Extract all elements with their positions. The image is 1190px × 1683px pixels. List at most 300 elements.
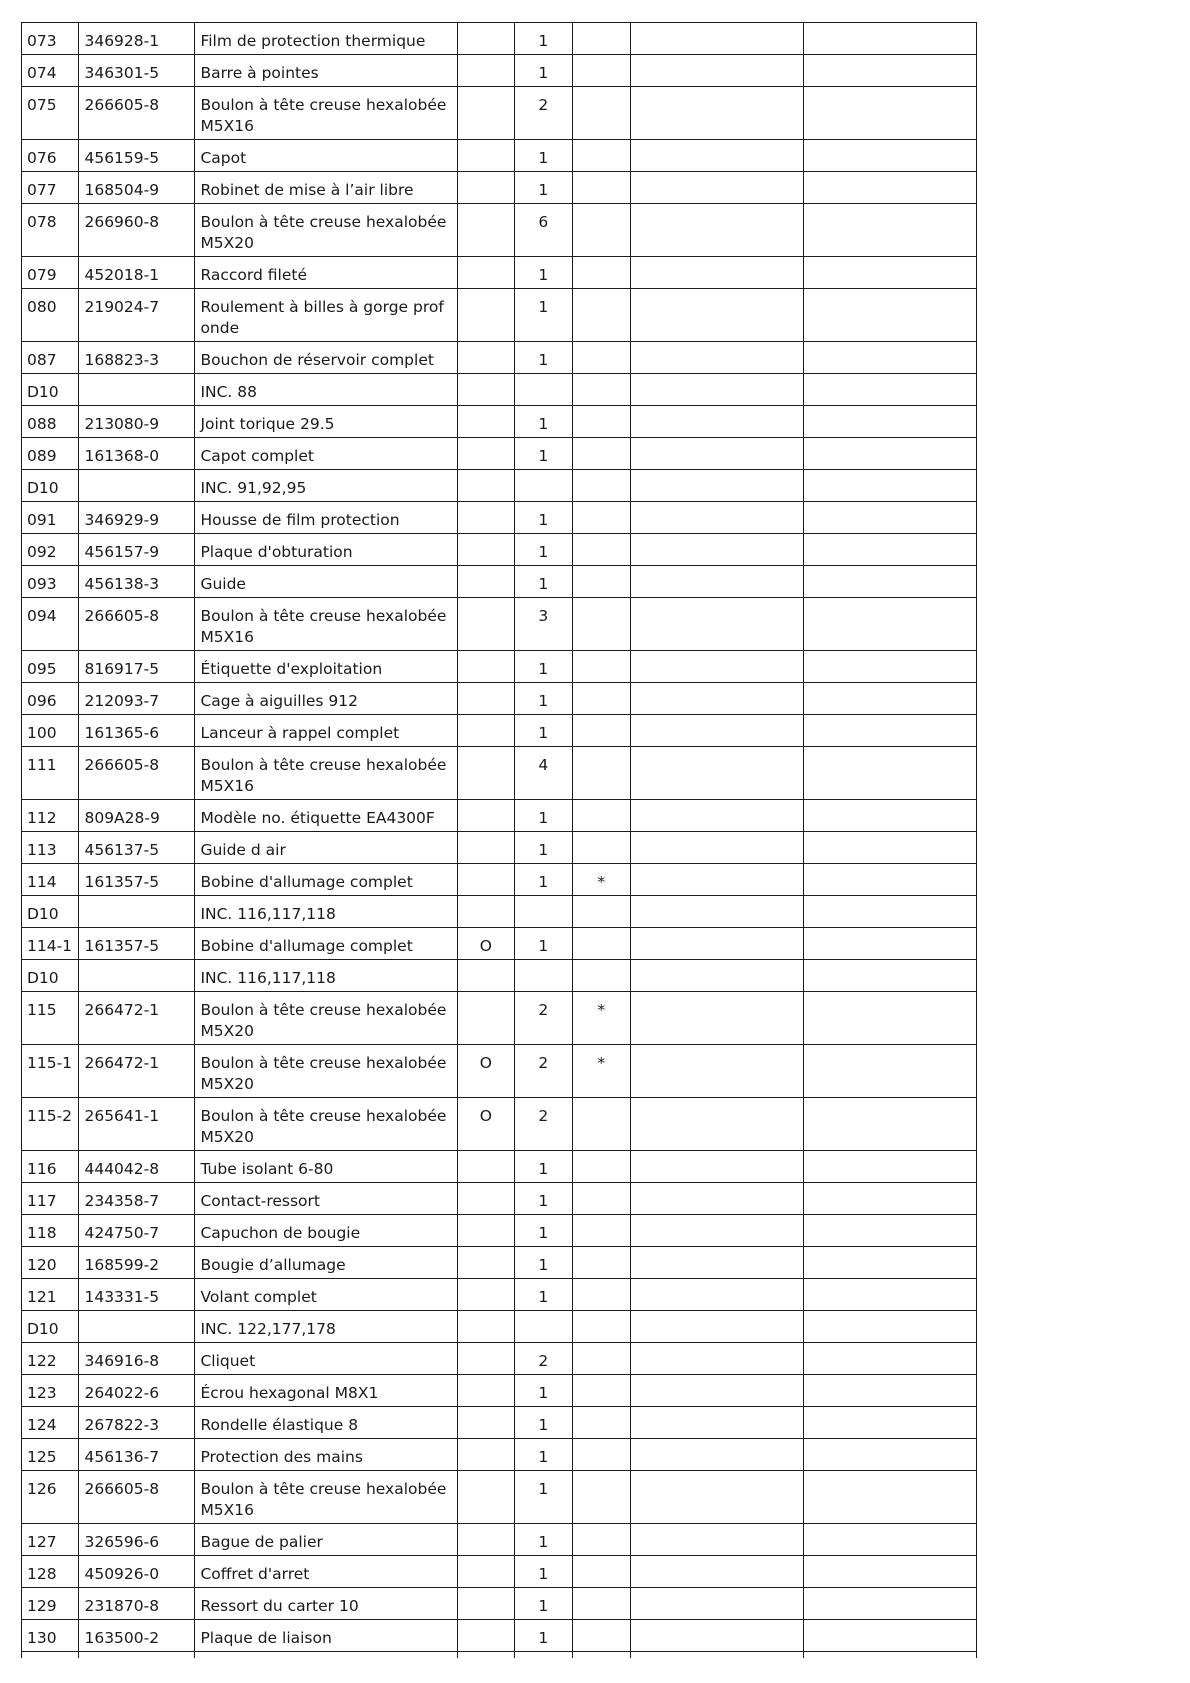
table-row bbox=[22, 342, 977, 374]
table-row bbox=[22, 1183, 977, 1215]
quantity-cell: 1 bbox=[515, 289, 572, 342]
note-mark-cell bbox=[572, 1151, 630, 1183]
note-mark-cell bbox=[572, 374, 630, 406]
option-flag-cell bbox=[457, 172, 514, 204]
part-description-cell: Guide d air bbox=[195, 832, 457, 864]
extra-column-1-cell bbox=[631, 470, 804, 502]
option-flag-cell: O bbox=[457, 1045, 514, 1098]
option-flag-cell bbox=[457, 1407, 514, 1439]
continuation-cell bbox=[22, 1652, 79, 1659]
extra-column-2-cell bbox=[804, 1247, 977, 1279]
part-number-cell: 212093-7 bbox=[79, 683, 195, 715]
parts-list-table bbox=[21, 22, 977, 1658]
part-number-cell: 143331-5 bbox=[79, 1279, 195, 1311]
continuation-cell bbox=[195, 1652, 457, 1659]
part-description-cell: Boulon à tête creuse hexalobée M5X20 bbox=[195, 1045, 457, 1098]
part-number-cell: 266960-8 bbox=[79, 204, 195, 257]
part-description-cell: INC. 116,117,118 bbox=[195, 896, 457, 928]
extra-column-2-cell bbox=[804, 800, 977, 832]
quantity-cell bbox=[515, 1311, 572, 1343]
option-flag-cell bbox=[457, 747, 514, 800]
note-mark-cell bbox=[572, 1439, 630, 1471]
extra-column-1-cell bbox=[631, 1151, 804, 1183]
note-mark-cell bbox=[572, 140, 630, 172]
option-flag-cell bbox=[457, 470, 514, 502]
table-row bbox=[22, 257, 977, 289]
extra-column-1-cell bbox=[631, 1471, 804, 1524]
table-row bbox=[22, 566, 977, 598]
part-description-cell: Housse de film protection bbox=[195, 502, 457, 534]
extra-column-1-cell bbox=[631, 1183, 804, 1215]
part-number-cell: 161357-5 bbox=[79, 928, 195, 960]
part-description-cell: Bobine d'allumage complet bbox=[195, 864, 457, 896]
part-number-cell: 456137-5 bbox=[79, 832, 195, 864]
item-number-cell: 117 bbox=[22, 1183, 79, 1215]
note-mark-cell bbox=[572, 800, 630, 832]
extra-column-2-cell bbox=[804, 1471, 977, 1524]
part-description-cell: Capot bbox=[195, 140, 457, 172]
item-number-cell: 093 bbox=[22, 566, 79, 598]
note-mark-cell bbox=[572, 289, 630, 342]
extra-column-2-cell bbox=[804, 1098, 977, 1151]
option-flag-cell bbox=[457, 1439, 514, 1471]
note-mark-cell bbox=[572, 55, 630, 87]
option-flag-cell bbox=[457, 1151, 514, 1183]
extra-column-2-cell bbox=[804, 1045, 977, 1098]
item-number-cell: 122 bbox=[22, 1343, 79, 1375]
extra-column-2-cell bbox=[804, 1183, 977, 1215]
part-description-cell: Modèle no. étiquette EA4300F bbox=[195, 800, 457, 832]
note-mark-cell bbox=[572, 1183, 630, 1215]
part-number-cell: 161368-0 bbox=[79, 438, 195, 470]
note-mark-cell bbox=[572, 1279, 630, 1311]
option-flag-cell bbox=[457, 1524, 514, 1556]
quantity-cell: 1 bbox=[515, 342, 572, 374]
extra-column-2-cell bbox=[804, 928, 977, 960]
extra-column-1-cell bbox=[631, 1375, 804, 1407]
note-mark-cell bbox=[572, 23, 630, 55]
part-description-cell: Capuchon de bougie bbox=[195, 1215, 457, 1247]
part-description-cell: Guide bbox=[195, 566, 457, 598]
note-mark-cell bbox=[572, 1588, 630, 1620]
item-number-cell: 114-1 bbox=[22, 928, 79, 960]
extra-column-1-cell bbox=[631, 534, 804, 566]
part-description-cell: Bougie d’allumage bbox=[195, 1247, 457, 1279]
note-mark-cell bbox=[572, 257, 630, 289]
extra-column-2-cell bbox=[804, 55, 977, 87]
extra-column-1-cell bbox=[631, 1215, 804, 1247]
extra-column-2-cell bbox=[804, 960, 977, 992]
option-flag-cell bbox=[457, 1247, 514, 1279]
part-description-cell: Bobine d'allumage complet bbox=[195, 928, 457, 960]
extra-column-2-cell bbox=[804, 257, 977, 289]
part-number-cell: 816917-5 bbox=[79, 651, 195, 683]
table-row bbox=[22, 1407, 977, 1439]
part-number-cell: 266472-1 bbox=[79, 1045, 195, 1098]
note-mark-cell: * bbox=[572, 1045, 630, 1098]
table-row bbox=[22, 651, 977, 683]
extra-column-2-cell bbox=[804, 172, 977, 204]
table-row bbox=[22, 1375, 977, 1407]
part-description-cell: Boulon à tête creuse hexalobée M5X16 bbox=[195, 598, 457, 651]
quantity-cell: 1 bbox=[515, 1183, 572, 1215]
note-mark-cell: * bbox=[572, 992, 630, 1045]
note-mark-cell bbox=[572, 896, 630, 928]
part-description-cell: Plaque de liaison bbox=[195, 1620, 457, 1652]
quantity-cell: 1 bbox=[515, 715, 572, 747]
option-flag-cell bbox=[457, 406, 514, 438]
item-number-cell: 116 bbox=[22, 1151, 79, 1183]
quantity-cell: 1 bbox=[515, 534, 572, 566]
part-number-cell: 450926-0 bbox=[79, 1556, 195, 1588]
note-mark-cell bbox=[572, 342, 630, 374]
extra-column-1-cell bbox=[631, 1343, 804, 1375]
quantity-cell: 1 bbox=[515, 800, 572, 832]
extra-column-1-cell bbox=[631, 992, 804, 1045]
part-number-cell bbox=[79, 1311, 195, 1343]
note-mark-cell bbox=[572, 651, 630, 683]
note-mark-cell bbox=[572, 1471, 630, 1524]
item-number-cell: 077 bbox=[22, 172, 79, 204]
part-number-cell bbox=[79, 374, 195, 406]
part-description-cell: Contact-ressort bbox=[195, 1183, 457, 1215]
part-number-cell: 266605-8 bbox=[79, 747, 195, 800]
table-row bbox=[22, 438, 977, 470]
item-number-cell: 129 bbox=[22, 1588, 79, 1620]
table-row bbox=[22, 992, 977, 1045]
extra-column-1-cell bbox=[631, 1588, 804, 1620]
part-number-cell: 234358-7 bbox=[79, 1183, 195, 1215]
table-row bbox=[22, 204, 977, 257]
table-row bbox=[22, 172, 977, 204]
table-row bbox=[22, 534, 977, 566]
part-description-cell: Coffret d'arret bbox=[195, 1556, 457, 1588]
option-flag-cell bbox=[457, 342, 514, 374]
part-number-cell: 161357-5 bbox=[79, 864, 195, 896]
extra-column-1-cell bbox=[631, 1556, 804, 1588]
extra-column-1-cell bbox=[631, 928, 804, 960]
extra-column-1-cell bbox=[631, 566, 804, 598]
part-description-cell: Boulon à tête creuse hexalobée M5X16 bbox=[195, 87, 457, 140]
item-number-cell: 127 bbox=[22, 1524, 79, 1556]
note-mark-cell: * bbox=[572, 864, 630, 896]
item-number-cell: 092 bbox=[22, 534, 79, 566]
part-description-cell: Cliquet bbox=[195, 1343, 457, 1375]
part-number-cell: 231870-8 bbox=[79, 1588, 195, 1620]
table-row bbox=[22, 289, 977, 342]
part-number-cell: 346301-5 bbox=[79, 55, 195, 87]
part-description-cell: Film de protection thermique bbox=[195, 23, 457, 55]
note-mark-cell bbox=[572, 406, 630, 438]
extra-column-2-cell bbox=[804, 1620, 977, 1652]
part-description-cell: Volant complet bbox=[195, 1279, 457, 1311]
option-flag-cell bbox=[457, 566, 514, 598]
quantity-cell bbox=[515, 896, 572, 928]
option-flag-cell bbox=[457, 1620, 514, 1652]
note-mark-cell bbox=[572, 1247, 630, 1279]
quantity-cell: 1 bbox=[515, 438, 572, 470]
item-number-cell: 089 bbox=[22, 438, 79, 470]
option-flag-cell bbox=[457, 87, 514, 140]
item-number-cell: 094 bbox=[22, 598, 79, 651]
quantity-cell: 1 bbox=[515, 257, 572, 289]
quantity-cell: 4 bbox=[515, 747, 572, 800]
table-row bbox=[22, 1311, 977, 1343]
extra-column-1-cell bbox=[631, 598, 804, 651]
quantity-cell: 1 bbox=[515, 928, 572, 960]
item-number-cell: 130 bbox=[22, 1620, 79, 1652]
extra-column-2-cell bbox=[804, 683, 977, 715]
item-number-cell: 100 bbox=[22, 715, 79, 747]
note-mark-cell bbox=[572, 1407, 630, 1439]
quantity-cell: 1 bbox=[515, 1556, 572, 1588]
extra-column-2-cell bbox=[804, 864, 977, 896]
quantity-cell bbox=[515, 470, 572, 502]
part-description-cell: Barre à pointes bbox=[195, 55, 457, 87]
quantity-cell: 1 bbox=[515, 1471, 572, 1524]
extra-column-2-cell bbox=[804, 1279, 977, 1311]
note-mark-cell bbox=[572, 470, 630, 502]
option-flag-cell bbox=[457, 1183, 514, 1215]
item-number-cell: D10 bbox=[22, 960, 79, 992]
table-row bbox=[22, 1098, 977, 1151]
table-row bbox=[22, 598, 977, 651]
extra-column-1-cell bbox=[631, 257, 804, 289]
note-mark-cell bbox=[572, 534, 630, 566]
extra-column-1-cell bbox=[631, 438, 804, 470]
extra-column-2-cell bbox=[804, 502, 977, 534]
option-flag-cell bbox=[457, 1343, 514, 1375]
part-number-cell: 267822-3 bbox=[79, 1407, 195, 1439]
option-flag-cell bbox=[457, 960, 514, 992]
extra-column-2-cell bbox=[804, 1439, 977, 1471]
option-flag-cell bbox=[457, 204, 514, 257]
quantity-cell: 1 bbox=[515, 172, 572, 204]
quantity-cell: 1 bbox=[515, 406, 572, 438]
extra-column-2-cell bbox=[804, 406, 977, 438]
option-flag-cell bbox=[457, 534, 514, 566]
option-flag-cell bbox=[457, 832, 514, 864]
quantity-cell: 1 bbox=[515, 1279, 572, 1311]
table-row bbox=[22, 715, 977, 747]
part-number-cell: 266605-8 bbox=[79, 1471, 195, 1524]
item-number-cell: 126 bbox=[22, 1471, 79, 1524]
part-description-cell: Protection des mains bbox=[195, 1439, 457, 1471]
option-flag-cell bbox=[457, 438, 514, 470]
table-row bbox=[22, 832, 977, 864]
part-number-cell: 444042-8 bbox=[79, 1151, 195, 1183]
table-row bbox=[22, 470, 977, 502]
extra-column-1-cell bbox=[631, 1279, 804, 1311]
quantity-cell: 2 bbox=[515, 1045, 572, 1098]
table-continuation-row bbox=[22, 1652, 977, 1659]
part-number-cell: 346928-1 bbox=[79, 23, 195, 55]
option-flag-cell bbox=[457, 289, 514, 342]
quantity-cell: 1 bbox=[515, 1151, 572, 1183]
option-flag-cell bbox=[457, 992, 514, 1045]
extra-column-2-cell bbox=[804, 470, 977, 502]
extra-column-2-cell bbox=[804, 598, 977, 651]
quantity-cell bbox=[515, 960, 572, 992]
table-row bbox=[22, 55, 977, 87]
extra-column-1-cell bbox=[631, 374, 804, 406]
table-row bbox=[22, 896, 977, 928]
item-number-cell: 125 bbox=[22, 1439, 79, 1471]
continuation-cell bbox=[572, 1652, 630, 1659]
note-mark-cell bbox=[572, 1215, 630, 1247]
part-number-cell: 213080-9 bbox=[79, 406, 195, 438]
quantity-cell: 1 bbox=[515, 1407, 572, 1439]
note-mark-cell bbox=[572, 832, 630, 864]
option-flag-cell: O bbox=[457, 928, 514, 960]
extra-column-1-cell bbox=[631, 1524, 804, 1556]
item-number-cell: 095 bbox=[22, 651, 79, 683]
option-flag-cell bbox=[457, 651, 514, 683]
extra-column-2-cell bbox=[804, 832, 977, 864]
quantity-cell: 1 bbox=[515, 1247, 572, 1279]
extra-column-2-cell bbox=[804, 87, 977, 140]
extra-column-2-cell bbox=[804, 715, 977, 747]
part-number-cell: 424750-7 bbox=[79, 1215, 195, 1247]
table-row bbox=[22, 864, 977, 896]
extra-column-2-cell bbox=[804, 1215, 977, 1247]
quantity-cell: 1 bbox=[515, 1375, 572, 1407]
option-flag-cell bbox=[457, 683, 514, 715]
extra-column-2-cell bbox=[804, 1407, 977, 1439]
item-number-cell: D10 bbox=[22, 896, 79, 928]
table-row bbox=[22, 406, 977, 438]
table-row bbox=[22, 1439, 977, 1471]
quantity-cell bbox=[515, 374, 572, 406]
option-flag-cell bbox=[457, 502, 514, 534]
option-flag-cell bbox=[457, 1279, 514, 1311]
item-number-cell: 079 bbox=[22, 257, 79, 289]
part-description-cell: Robinet de mise à l’air libre bbox=[195, 172, 457, 204]
part-description-cell: Plaque d'obturation bbox=[195, 534, 457, 566]
continuation-cell bbox=[457, 1652, 514, 1659]
table-row bbox=[22, 1215, 977, 1247]
note-mark-cell bbox=[572, 438, 630, 470]
part-description-cell: Boulon à tête creuse hexalobée M5X16 bbox=[195, 1471, 457, 1524]
part-description-cell: INC. 122,177,178 bbox=[195, 1311, 457, 1343]
table-row bbox=[22, 1045, 977, 1098]
part-number-cell: 452018-1 bbox=[79, 257, 195, 289]
extra-column-1-cell bbox=[631, 289, 804, 342]
item-number-cell: D10 bbox=[22, 470, 79, 502]
note-mark-cell bbox=[572, 87, 630, 140]
extra-column-2-cell bbox=[804, 534, 977, 566]
extra-column-2-cell bbox=[804, 1375, 977, 1407]
note-mark-cell bbox=[572, 715, 630, 747]
item-number-cell: 113 bbox=[22, 832, 79, 864]
extra-column-2-cell bbox=[804, 566, 977, 598]
extra-column-1-cell bbox=[631, 1247, 804, 1279]
extra-column-2-cell bbox=[804, 992, 977, 1045]
note-mark-cell bbox=[572, 928, 630, 960]
extra-column-1-cell bbox=[631, 747, 804, 800]
note-mark-cell bbox=[572, 172, 630, 204]
extra-column-1-cell bbox=[631, 342, 804, 374]
part-description-cell: Ressort du carter 10 bbox=[195, 1588, 457, 1620]
quantity-cell: 1 bbox=[515, 566, 572, 598]
part-description-cell: Capot complet bbox=[195, 438, 457, 470]
extra-column-1-cell bbox=[631, 832, 804, 864]
extra-column-1-cell bbox=[631, 204, 804, 257]
table-row bbox=[22, 683, 977, 715]
part-number-cell bbox=[79, 896, 195, 928]
option-flag-cell bbox=[457, 598, 514, 651]
part-number-cell: 265641-1 bbox=[79, 1098, 195, 1151]
note-mark-cell bbox=[572, 1620, 630, 1652]
extra-column-2-cell bbox=[804, 289, 977, 342]
table-row bbox=[22, 140, 977, 172]
note-mark-cell bbox=[572, 502, 630, 534]
table-row bbox=[22, 1247, 977, 1279]
extra-column-2-cell bbox=[804, 1588, 977, 1620]
part-description-cell: Roulement à billes à gorge profonde bbox=[195, 289, 457, 342]
part-number-cell bbox=[79, 960, 195, 992]
extra-column-1-cell bbox=[631, 960, 804, 992]
table-row bbox=[22, 747, 977, 800]
item-number-cell: 123 bbox=[22, 1375, 79, 1407]
table-row bbox=[22, 1620, 977, 1652]
note-mark-cell bbox=[572, 1556, 630, 1588]
quantity-cell: 1 bbox=[515, 1215, 572, 1247]
table-row bbox=[22, 502, 977, 534]
table-row bbox=[22, 374, 977, 406]
quantity-cell: 1 bbox=[515, 832, 572, 864]
part-description-cell: Écrou hexagonal M8X1 bbox=[195, 1375, 457, 1407]
table-row bbox=[22, 800, 977, 832]
part-number-cell: 168504-9 bbox=[79, 172, 195, 204]
extra-column-2-cell bbox=[804, 23, 977, 55]
quantity-cell: 1 bbox=[515, 683, 572, 715]
note-mark-cell bbox=[572, 1311, 630, 1343]
extra-column-2-cell bbox=[804, 651, 977, 683]
quantity-cell: 1 bbox=[515, 502, 572, 534]
option-flag-cell bbox=[457, 800, 514, 832]
quantity-cell: 6 bbox=[515, 204, 572, 257]
part-number-cell: 163500-2 bbox=[79, 1620, 195, 1652]
extra-column-1-cell bbox=[631, 683, 804, 715]
option-flag-cell bbox=[457, 1556, 514, 1588]
item-number-cell: 124 bbox=[22, 1407, 79, 1439]
item-number-cell: 115-2 bbox=[22, 1098, 79, 1151]
continuation-cell bbox=[631, 1652, 804, 1659]
item-number-cell: 115 bbox=[22, 992, 79, 1045]
table-row bbox=[22, 960, 977, 992]
quantity-cell: 2 bbox=[515, 992, 572, 1045]
quantity-cell: 1 bbox=[515, 864, 572, 896]
item-number-cell: 073 bbox=[22, 23, 79, 55]
extra-column-1-cell bbox=[631, 140, 804, 172]
extra-column-2-cell bbox=[804, 342, 977, 374]
continuation-cell bbox=[79, 1652, 195, 1659]
part-number-cell: 168599-2 bbox=[79, 1247, 195, 1279]
parts-list-body bbox=[22, 23, 977, 1659]
note-mark-cell bbox=[572, 598, 630, 651]
option-flag-cell bbox=[457, 1588, 514, 1620]
extra-column-2-cell bbox=[804, 896, 977, 928]
extra-column-2-cell bbox=[804, 1343, 977, 1375]
item-number-cell: D10 bbox=[22, 374, 79, 406]
extra-column-1-cell bbox=[631, 800, 804, 832]
option-flag-cell bbox=[457, 1471, 514, 1524]
item-number-cell: 087 bbox=[22, 342, 79, 374]
part-description-cell: Rondelle élastique 8 bbox=[195, 1407, 457, 1439]
table-row bbox=[22, 1588, 977, 1620]
note-mark-cell bbox=[572, 204, 630, 257]
